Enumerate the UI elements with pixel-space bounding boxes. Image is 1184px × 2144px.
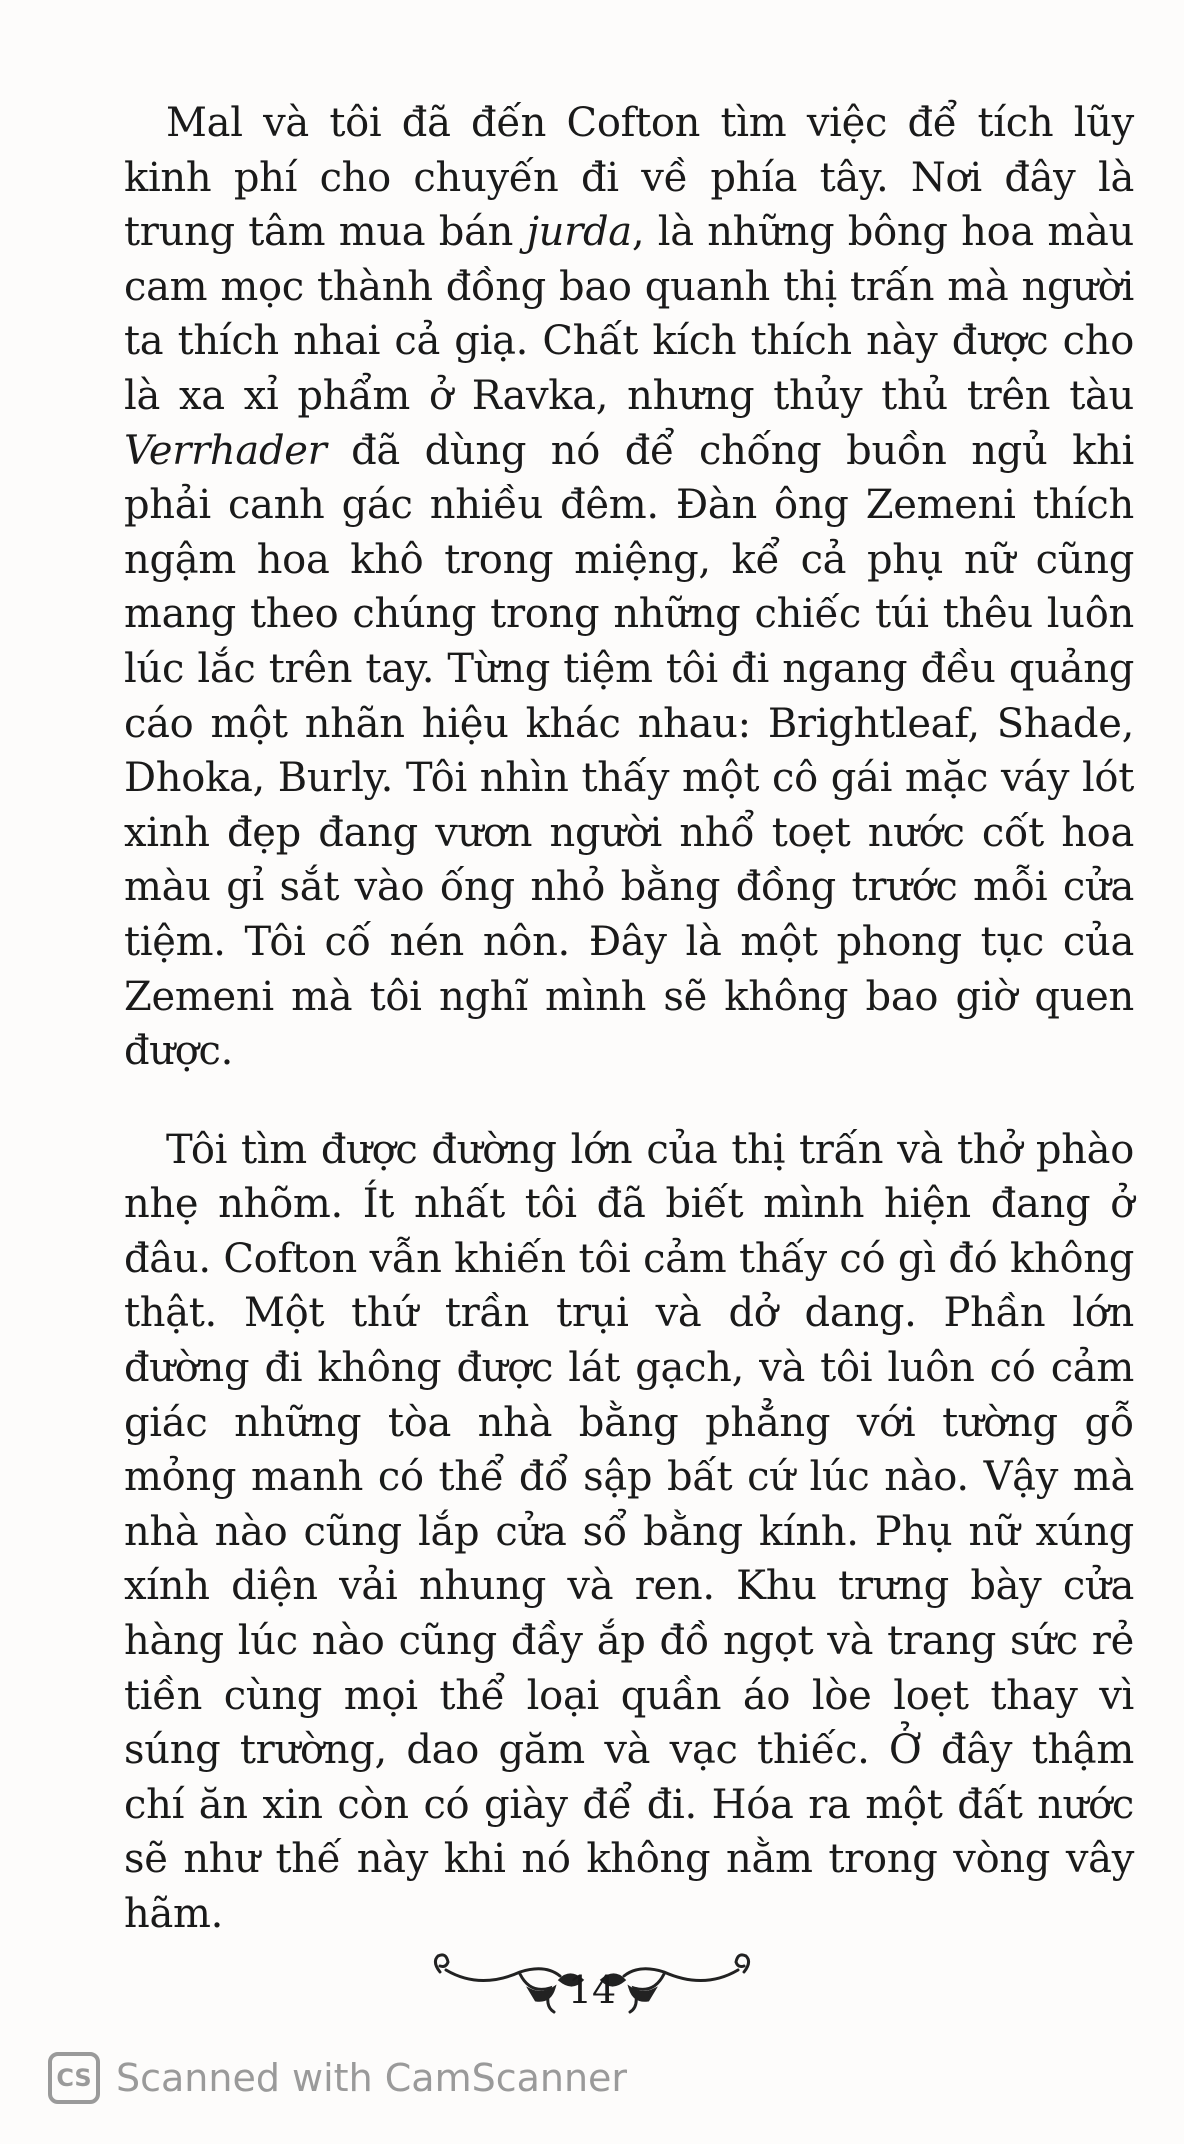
page-number: 14 (567, 1968, 617, 2012)
left-flourish-icon (435, 1955, 560, 1981)
italic-term: jurda (526, 209, 632, 256)
paragraph-2: Tôi tìm được đường lớn của thị trấn và thở phào nhẹ nhõm. Ít nhất tôi đã biết mình hiện đang ở đâu. Cofton vẫn khiến tôi cảm thấy có gì đó không thật. Một thứ trần trụi và dở dang. Phần lớn đường đi không được lát gạch, và tôi luôn có cảm giác những tòa nhà bằng phẳng với tường gỗ mỏng manh có thể đổ sập bất cứ lúc nào. Vậy mà nhà nào cũng lắp cửa sổ bằng kính. Phụ nữ xúng xính diện vải nhung và ren. Khu trưng bày cửa hàng lúc nào cũng đầy ắp đồ ngọt và trang sức rẻ tiền cùng mọi thể loại quần áo lòe loẹt thay vì súng trường, dao găm và vạc thiếc. Ở đây thậm chí ăn xin còn có giày để đi. Hóa ra một đất nước sẽ như thế này khi nó không nằm trong vòng vây hãm. (124, 1126, 1134, 1937)
paragraph-1: Mal và tôi đã đến Cofton tìm việc để tích lũy kinh phí cho chuyến đi về phía tây. Nơi đây là trung tâm mua bán jurda, là những bông hoa màu cam mọc thành đồng bao quanh thị trấn mà người ta thích nhai cả giạ. Chất kích thích này được cho là xa xỉ phẩm ở Ravka, nhưng thủy thủ trên tàu Verrhader đã dùng nó để chống buồn ngủ khi phải canh gác nhiều đêm. Đàn ông Zemeni thích ngậm hoa khô trong miệng, kể cả phụ nữ cũng mang theo chúng trong những chiếc túi thêu luôn lúc lắc trên tay. Từng tiệm tôi đi ngang đều quảng cáo một nhãn hiệu khác nhau: Brightleaf, Shade, Dhoka, Burly. Tôi nhìn thấy một cô gái mặc váy lót xinh đẹp đang vươn người nhổ toẹt nước cốt hoa màu gỉ sắt vào ống nhỏ bằng đồng trước mỗi cửa tiệm. Tôi cố nén nôn. Đây là một phong tục của Zemeni mà tôi nghĩ mình sẽ không bao giờ quen được. (124, 100, 1135, 1075)
body-text (124, 96, 1134, 1942)
watermark-text: Scanned with CamScanner (116, 2056, 628, 2100)
camscanner-logo-icon: CS (48, 2052, 100, 2104)
italic-ship-name: Verrhader (124, 427, 327, 474)
right-flourish-icon (624, 1955, 749, 1981)
camscanner-watermark (48, 2048, 627, 2108)
